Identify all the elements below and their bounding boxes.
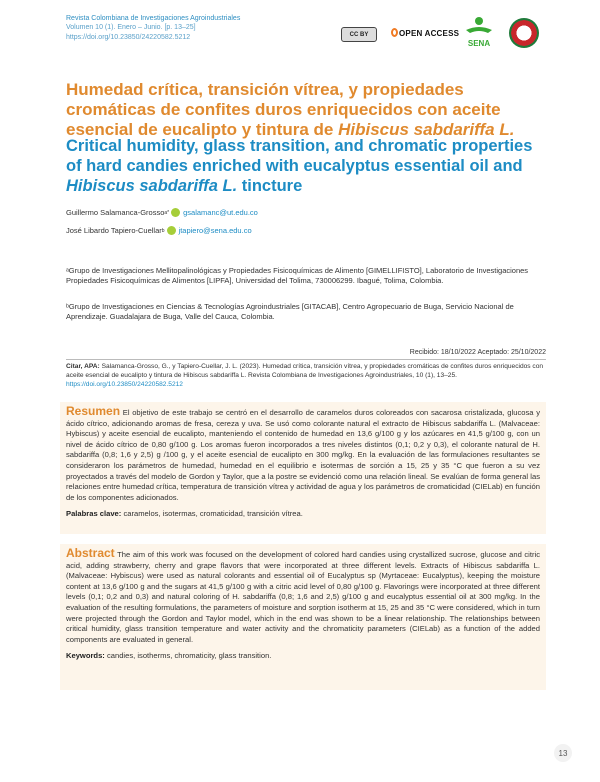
author-1: Guillermo Salamanca-Grosso a* gsalamanc@ut.edu.co <box>66 208 258 217</box>
svg-text:SENA: SENA <box>467 39 491 48</box>
author-email[interactable]: gsalamanc@ut.edu.co <box>183 208 258 217</box>
orcid-icon[interactable] <box>171 208 180 217</box>
author-email[interactable]: jtapiero@sena.edu.co <box>178 226 252 235</box>
palabras-clave: Palabras clave: caramelos, isotermas, cromaticidad, transición vítrea. <box>66 509 303 519</box>
author-2: José Libardo Tapiero-Cuellar b jtapiero@sena.edu.co <box>66 226 252 235</box>
creative-commons-logo[interactable]: CC BY <box>341 27 377 42</box>
keywords: Keywords: candies, isotherms, chromaticity, glass transition. <box>66 651 272 661</box>
resumen-text: Resumen El objetivo de este trabajo se centró en el desarrollo de caramelos duros coloreados con sacarosa cristalizada, glucosa y ácido cítrico, adicionando aromas de fresa, cereza y uva. Se usó como colorante natural el extracto de Hibiscus sabdariffa L. (Malvaceae: Hybiscus) y aceite esencial de eucalipto, manteniendo el contenido de humedad en 13,6 g/100 g y los azúcares en 41,5 g/100 g, con un nivel de ácido cítrico de 0,80 g/100 g. Los aromas fueron incorporados a tres niveles distintos (0,1; 0,2 y 0,3), el colorante natural de H. sabdariffa (0,8; 1,6 y 2,5) g /100 g, y el aceite esencial de eucalipto en 300 mg/kg. En la evaluación de las formulaciones resultantes se consideraron los parámetros de humedad, humedad en el equilibrio e isotermas de sorción a 15, 25 y 35 °C que fueron a su vez proyectados a través del modelo de Gordon y Taylor, que a la postre se evidenció como una relación lineal. Se evalúan de forma general las relaciones entre humedad crítica, temperatura de transición vítrea y actividad de agua y los parámetros de cromaticidad (CIELab) en función de los componentes adicionados. <box>66 404 540 502</box>
abstract-heading: Abstract <box>66 546 115 560</box>
page-number: 13 <box>554 744 572 762</box>
journal-name: Revista Colombiana de Investigaciones Agroindustriales <box>66 15 241 22</box>
sena-figure-icon <box>462 16 496 48</box>
orcid-icon[interactable] <box>167 226 176 235</box>
abstract-box <box>60 544 546 690</box>
author-name: José Libardo Tapiero-Cuellar <box>66 226 162 235</box>
affiliation-a: ᵃGrupo de Investigaciones Mellitopalinológicas y Propiedades Fisicoquímicas de Alimento [GIMELLIFISTO], Laboratorio de Investigaciones Propiedades Fisicoquímicas de Alimentos [LIPFA], Universidad del Tolima, 730006299. Ibagué, Tolima, Colombia. <box>66 266 529 285</box>
open-access-lock-icon <box>391 28 398 37</box>
title-english: Critical humidity, glass transition, and chromatic properties of hard candies enriched with eucalyptus essential oil and Hibiscus sabdariffa L. tincture <box>66 137 533 195</box>
journal-volume: Volumen 10 (1). Enero – Junio. [p. 13–25] <box>66 24 196 32</box>
sena-logo <box>462 16 496 48</box>
affiliation-b: ᵇGrupo de Investigaciones en Ciencias & Tecnologías Agroindustriales [GITACAB], Centro Agropecuario de Buga, Servicio Nacional de Aprendizaje. Guadalajara de Buga, Valle del Cauca, Colombia. <box>66 302 514 321</box>
journal-header <box>66 14 240 42</box>
citation-block: Citar, APA: Salamanca-Grosso, G., y Tapiero-Cuellar, J. L. (2023). Humedad crítica, transición vítrea, y propiedades cromáticas de confites duros enriquecidos con aceite esencial de eucalipto y tintura de Hibiscus sabdariffa L. Revista Colombiana de Investigaciones Agroindustriales, 10 (1), 13–25. https://doi.org/10.23850/24220582.5212 <box>66 363 544 388</box>
open-access-logo: OPEN ACCESS <box>390 28 459 38</box>
abstract-text: Abstract The aim of this work was focused on the development of colored hard candies using crystallized sucrose, glucose and citric acid, adding strawberry, cherry and grape flavors that were incorporated at three different levels. Extracts of Hibiscus sabdariffa L. (Malvaceae: Hybiscus) were used as natural colorants and essential oil of Eucalyptus sp (Myrtaceae: Eucalyptus), keeping the moisture content at 13,6 g/100 g and the sugars at 41,5 g/100 g with a citric acid level of 0,80 g/100 g. Flavorings were incorporated at three different levels (0,1; 0,2 and 0,3) and natural coloring of H. sabdariffa (0,8; 1,6 and 2,5) g/100 g and eucalyptus essential oil at 300 mg/kg. In the evaluation of the resulting formulations, the parameters of moisture and sorption isotherm at 15, 25 and 35 °C were considered, which in turn were projected through the Gordon and Taylor model, which in the end was shown to be a linear relationship. The relationships between critical humidity, glass transition temperature and water activity and the chromaticity parameters (CIELab) as a function of the added components are evaluated in general. <box>66 546 540 644</box>
author-name: Guillermo Salamanca-Grosso <box>66 208 165 217</box>
university-seal-logo <box>509 18 539 48</box>
received-accepted-dates: Recibido: 18/10/2022 Aceptado: 25/10/2022 <box>409 349 546 356</box>
title-spanish: Humedad crítica, transición vítrea, y propiedades cromáticas de confites duros enriquecidos con aceite esencial de eucalipto y tintura de Hibiscus sabdariffa L. <box>66 80 515 139</box>
divider <box>66 359 546 360</box>
journal-doi[interactable]: https://doi.org/10.23850/24220582.5212 <box>66 33 191 41</box>
resumen-heading: Resumen <box>66 404 121 418</box>
citation-doi-link[interactable]: https://doi.org/10.23850/24220582.5212 <box>66 380 183 388</box>
resumen-box <box>60 402 546 534</box>
